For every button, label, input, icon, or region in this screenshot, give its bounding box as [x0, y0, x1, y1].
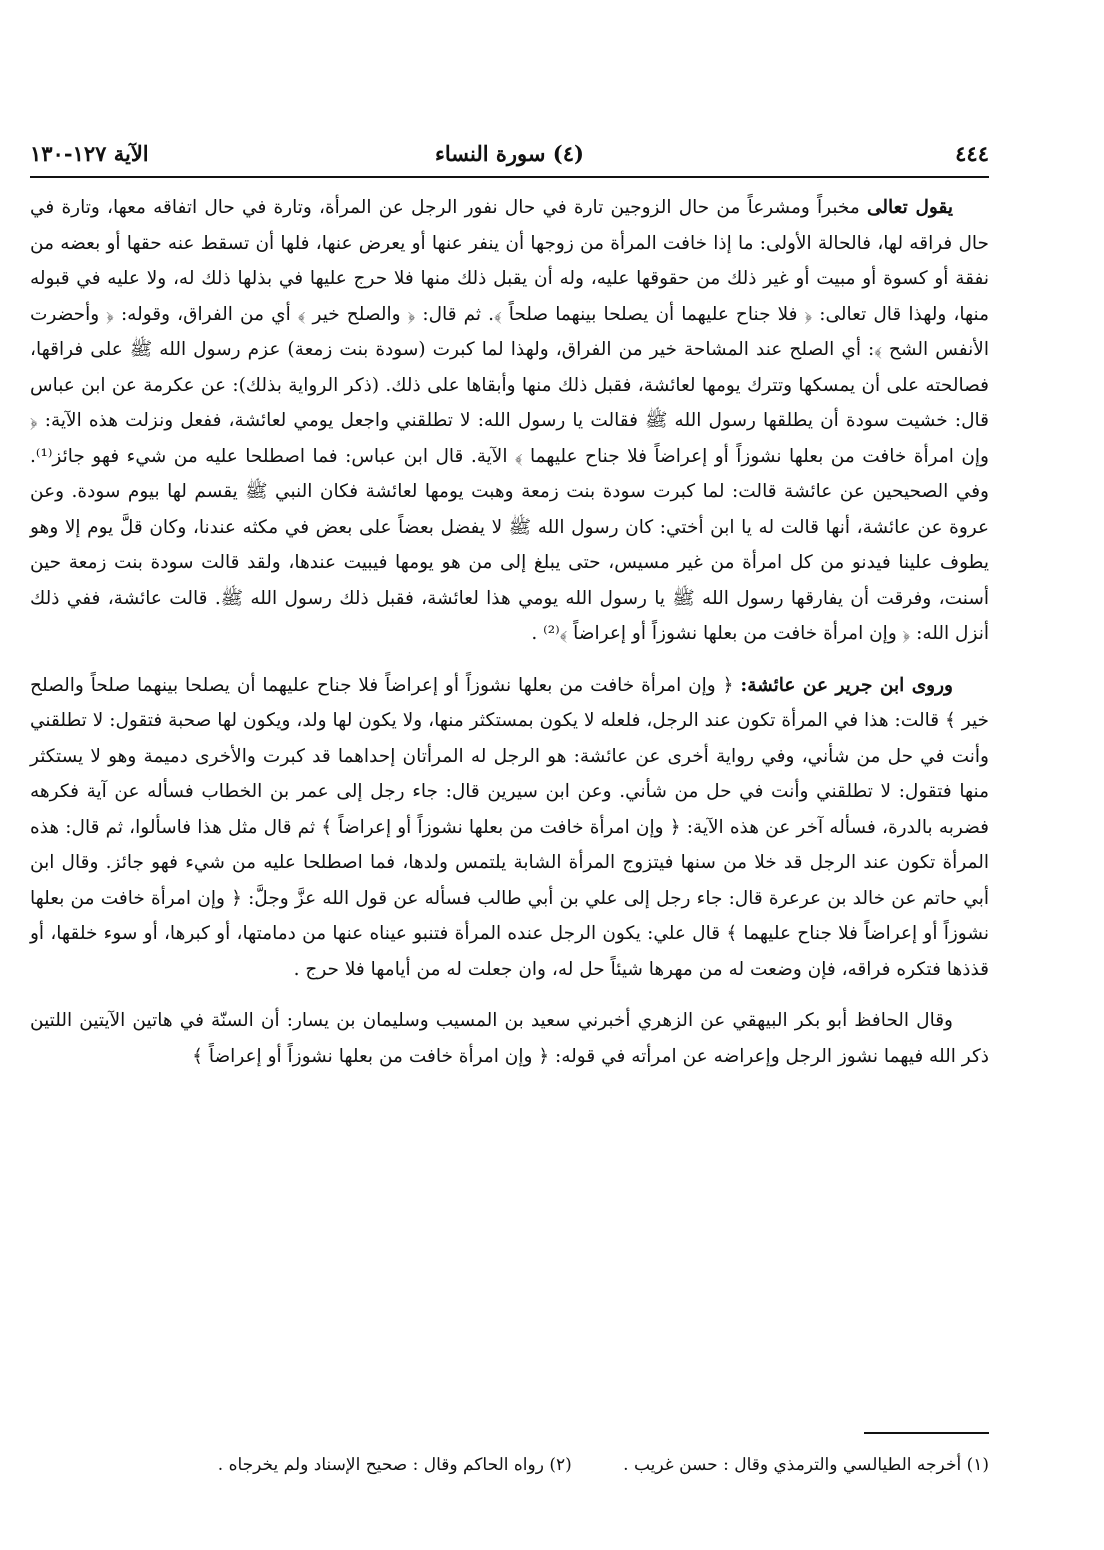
paragraph-text: وقال الحافظ أبو بكر البيهقي عن الزهري أخبرني سعيد بن المسيب وسليمان بن يسار: أن السنّة في هاتين الآيتين اللتين ذكر الله فيهما نشوز الرجل وإعراضه عن امرأته في قوله: ﴿ وإن امرأة خافت من بعلها نشوزاً أو إعراضاً ﴾ [30, 1010, 989, 1067]
footnote-2: (٢) رواه الحاكم وقال : صحيح الإسناد ولم يخرجاه . [217, 1455, 572, 1475]
footnote-rule [864, 1432, 989, 1434]
footnote-1: (١) أخرجه الطيالسي والترمذي وقال : حسن غريب . [623, 1455, 989, 1475]
page-number: ٤٤٤ [955, 141, 989, 166]
header-rule [30, 176, 989, 178]
paragraph [30, 190, 989, 652]
footnotes [30, 1450, 989, 1480]
paragraph-lead: وروى ابن جرير عن عائشة: [740, 674, 953, 696]
paragraph-text: ﴿ وإن امرأة خافت من بعلها نشوزاً أو إعراضاً فلا جناح عليهما أن يصلحا بينهما صلحاً والصلح خير ﴾ قالت: هذا في المرأة تكون عند الرجل، فلعله لا يكون بمستكثر منها، ولا يكون لها ولد، ويكون لها صحبة فتقول: لا تطلقني وأنت في حل من شأني، وفي رواية أخرى عن عائشة: هو الرجل له المرأتان إحداهما قد كبرت والأخرى دميمة وهو لا يستكثر منها فتقول: لا تطلقني وأنت في حل من شأني. وعن ابن سيرين قال: جاء رجل إلى عمر بن الخطاب فسأله عن آية فكرهه فضربه بالدرة، فسأله آخر عن هذه الآية: ﴿ وإن امرأة خافت من بعلها نشوزاً أو إعراضاً ﴾ ثم قال مثل هذا فاسألوا، ثم قال: هذه المرأة تكون عند الرجل قد خلا من سنها فيتزوج المرأة الشابة يلتمس ولدها، فما اصطلحا عليه من شيء فهو جائز. وقال ابن أبي حاتم عن خالد بن عرعرة قال: جاء رجل إلى علي بن أبي طالب فسأله عن قول الله عزَّ وجلَّ: ﴿ وإن امرأة خافت من بعلها نشوزاً أو إعراضاً فلا جناح عليهما ﴾ قال علي: يكون الرجل عنده المرأة فتنبو عيناه عنها من دمامتها، أو كبرها، أو سوء خلقها، أو قذذها فتكره فراقه، فإن وضعت له من مهرها شيئاً حل له، وان جعلت له من أيامها فلا حرج . [30, 674, 989, 980]
paragraph [30, 1003, 989, 1074]
ayah-range: الآية ١٢٧-١٣٠ [30, 141, 149, 166]
page-header [30, 140, 989, 172]
sura-title: (٤) سورة النساء [435, 141, 584, 166]
paragraph [30, 668, 989, 988]
paragraph-lead: يقول تعالى [866, 197, 953, 218]
main-text [30, 190, 989, 1090]
paragraph-text: مخبراً ومشرعاً من حال الزوجين تارة في حال نفور الرجل عن المرأة، وتارة في حال اتفاقه معها، وتارة في حال فراقه لها، فالحالة الأولى: ما إذا خافت المرأة من زوجها أن ينفر عنها أو يعرض عنها، فلها أن تسقط عنه حقها أو بعضه من نفقة أو كسوة أو مبيت أو غير ذلك من حقوقها عليه، وله أن يقبل ذلك منها فلا حرج عليها في بذلها ذلك له، ولا عليه في قبوله منها، ولهذا قال تعالى: ﴿ فلا جناح عليهما أن يصلحا بينهما صلحاً ﴾. ثم قال: ﴿ والصلح خير ﴾ أي من الفراق، وقوله: ﴿ وأحضرت الأنفس الشح ﴾: أي الصلح عند المشاحة خير من الفراق، ولهذا لما كبرت (سودة بنت زمعة) عزم رسول الله ﷺ على فراقها، فصالحته على أن يمسكها وتترك يومها لعائشة، فقبل ذلك منها وأبقاها على ذلك. (ذكر الرواية بذلك): عن عكرمة عن ابن عباس قال: خشيت سودة أن يطلقها رسول الله ﷺ فقالت يا رسول الله: لا تطلقني واجعل يومي لعائشة، ففعل ونزلت هذه الآية: ﴿ وإن امرأة خافت من بعلها نشوزاً أو إعراضاً فلا جناح عليهما ﴾ الآية. قال ابن عباس: فما اصطلحا عليه من شيء فهو جائز⁽¹⁾. وفي الصحيحين عن عائشة قالت: لما كبرت سودة بنت زمعة وهبت يومها لعائشة فكان النبي ﷺ يقسم لها بيوم سودة. وعن عروة عن عائشة، أنها قالت له يا ابن أختي: كان رسول الله ﷺ لا يفضل بعضاً على بعض في مكثه عندنا، وكان قلَّ يوم إلا وهو يطوف علينا فيدنو من كل امرأة من غير مسيس، حتى يبلغ إلى من هو يومها فيبيت عندها، ولقد قالت سودة بنت زمعة حين أسنت، وفرقت أن يفارقها رسول الله ﷺ يا رسول الله يومي هذا لعائشة، فقبل ذلك رسول الله ﷺ. قالت عائشة، ففي ذلك أنزل الله: ﴿ وإن امرأة خافت من بعلها نشوزاً أو إعراضاً ﴾⁽²⁾ . [30, 197, 989, 644]
